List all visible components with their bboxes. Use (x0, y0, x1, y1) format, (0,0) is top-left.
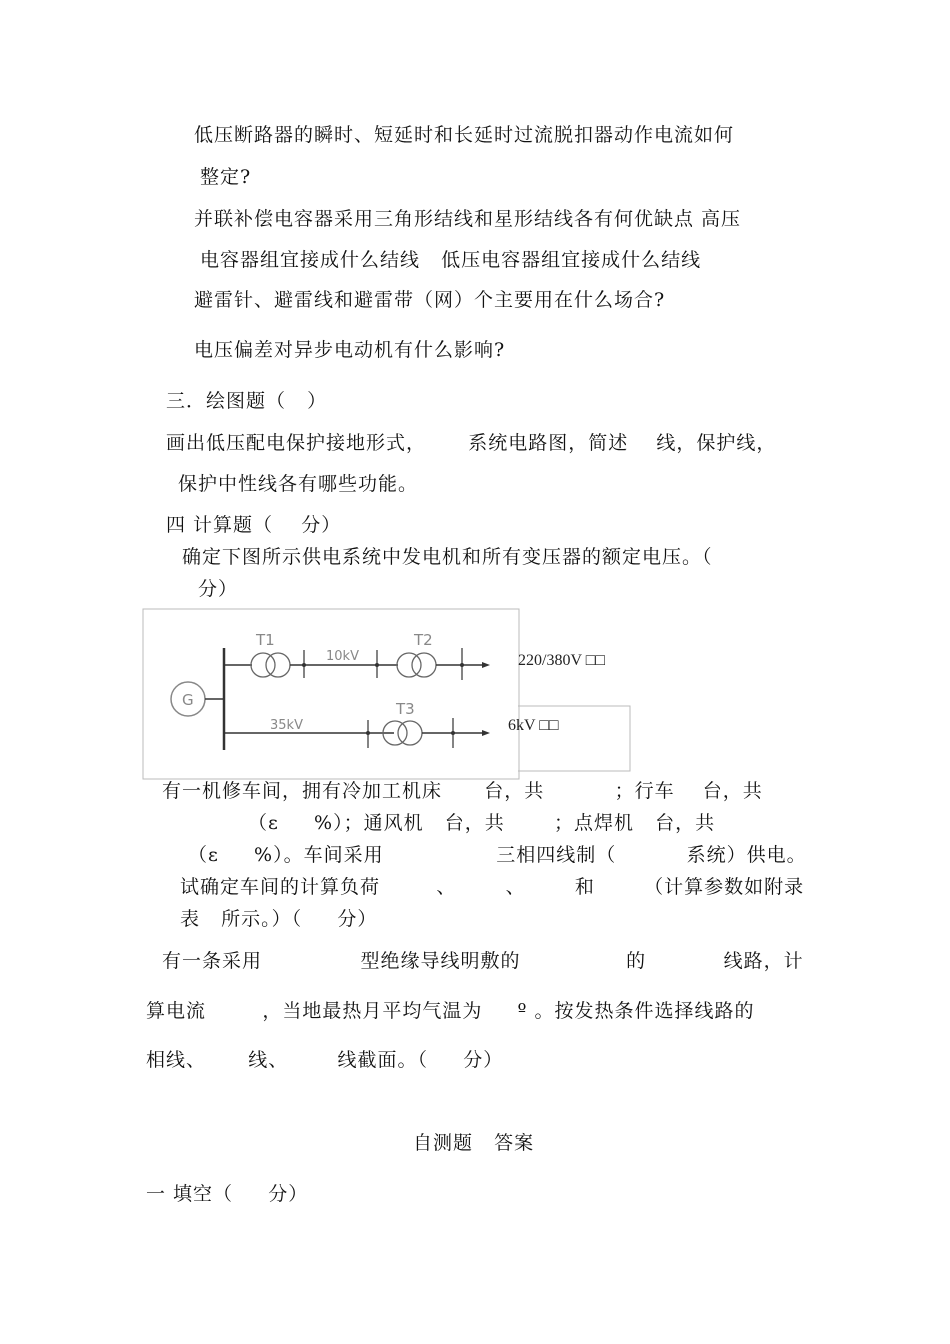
question-text: （ε %）。车间采用 三相四线制（ 系统）供电。 (188, 844, 807, 866)
question-text: 整定? (200, 166, 252, 188)
question-text: 有一机修车间，拥有冷加工机床 台，共 ；行车 台，共 (162, 780, 763, 802)
voltage-label-35kv: 35kV (270, 718, 303, 733)
answers-section-heading: 一 填空（ 分） (146, 1183, 309, 1205)
transformer-t1-label: T1 (256, 631, 275, 649)
question-text: 低压断路器的瞬时、短延时和长延时过流脱扣器动作电流如何 (194, 124, 735, 146)
section-heading-calculation: 四 计算题（ 分） (166, 514, 342, 536)
question-text: （ε %）；通风机 台，共 ；点焊机 台，共 (248, 812, 716, 834)
question-text: 试确定车间的计算负荷 、 、 和 （计算参数如附录 (180, 876, 805, 898)
generator-label: G (182, 691, 194, 709)
question-text: 保护中性线各有哪些功能。 (178, 473, 419, 495)
transformer-t2-label: T2 (414, 631, 433, 649)
question-text: 算电流 ，当地最热月平均气温为 º 。按发热条件选择线路的 (146, 1000, 755, 1022)
output-label-6kv: 6kV □□ (508, 717, 559, 734)
question-text: 有一条采用 型绝缘导线明敷的 的 线路，计 (162, 950, 804, 972)
transformer-t3-label: T3 (396, 700, 415, 718)
question-text: 电压偏差对异步电动机有什么影响? (194, 339, 506, 361)
question-text: 避雷针、避雷线和避雷带（网）个主要用在什么场合? (194, 289, 666, 311)
question-text: 确定下图所示供电系统中发电机和所有变压器的额定电压。（ (182, 546, 713, 568)
question-text: 分） (198, 578, 239, 600)
transformer-t2 (397, 653, 421, 677)
question-text: 表 所示。）（ 分） (180, 908, 378, 930)
question-text: 电容器组宜接成什么结线 低压电容器组宜接成什么结线 (200, 249, 702, 271)
question-text: 画出低压配电保护接地形式， 系统电路图，简述 线，保护线， (166, 432, 777, 454)
question-text: 并联补偿电容器采用三角形结线和星形结线各有何优缺点 高压 (194, 208, 742, 230)
voltage-label-10kv: 10kV (326, 649, 359, 664)
power-system-diagram (142, 608, 662, 780)
answers-title: 自测题 答案 (413, 1132, 535, 1154)
question-text: 相线、 线、 线截面。（ 分） (146, 1049, 504, 1071)
section-heading-drawing: 三．绘图题（ ） (166, 390, 328, 412)
output-label-220-380v: 220/380V □□ (518, 652, 606, 669)
transformer-t1 (251, 653, 275, 677)
